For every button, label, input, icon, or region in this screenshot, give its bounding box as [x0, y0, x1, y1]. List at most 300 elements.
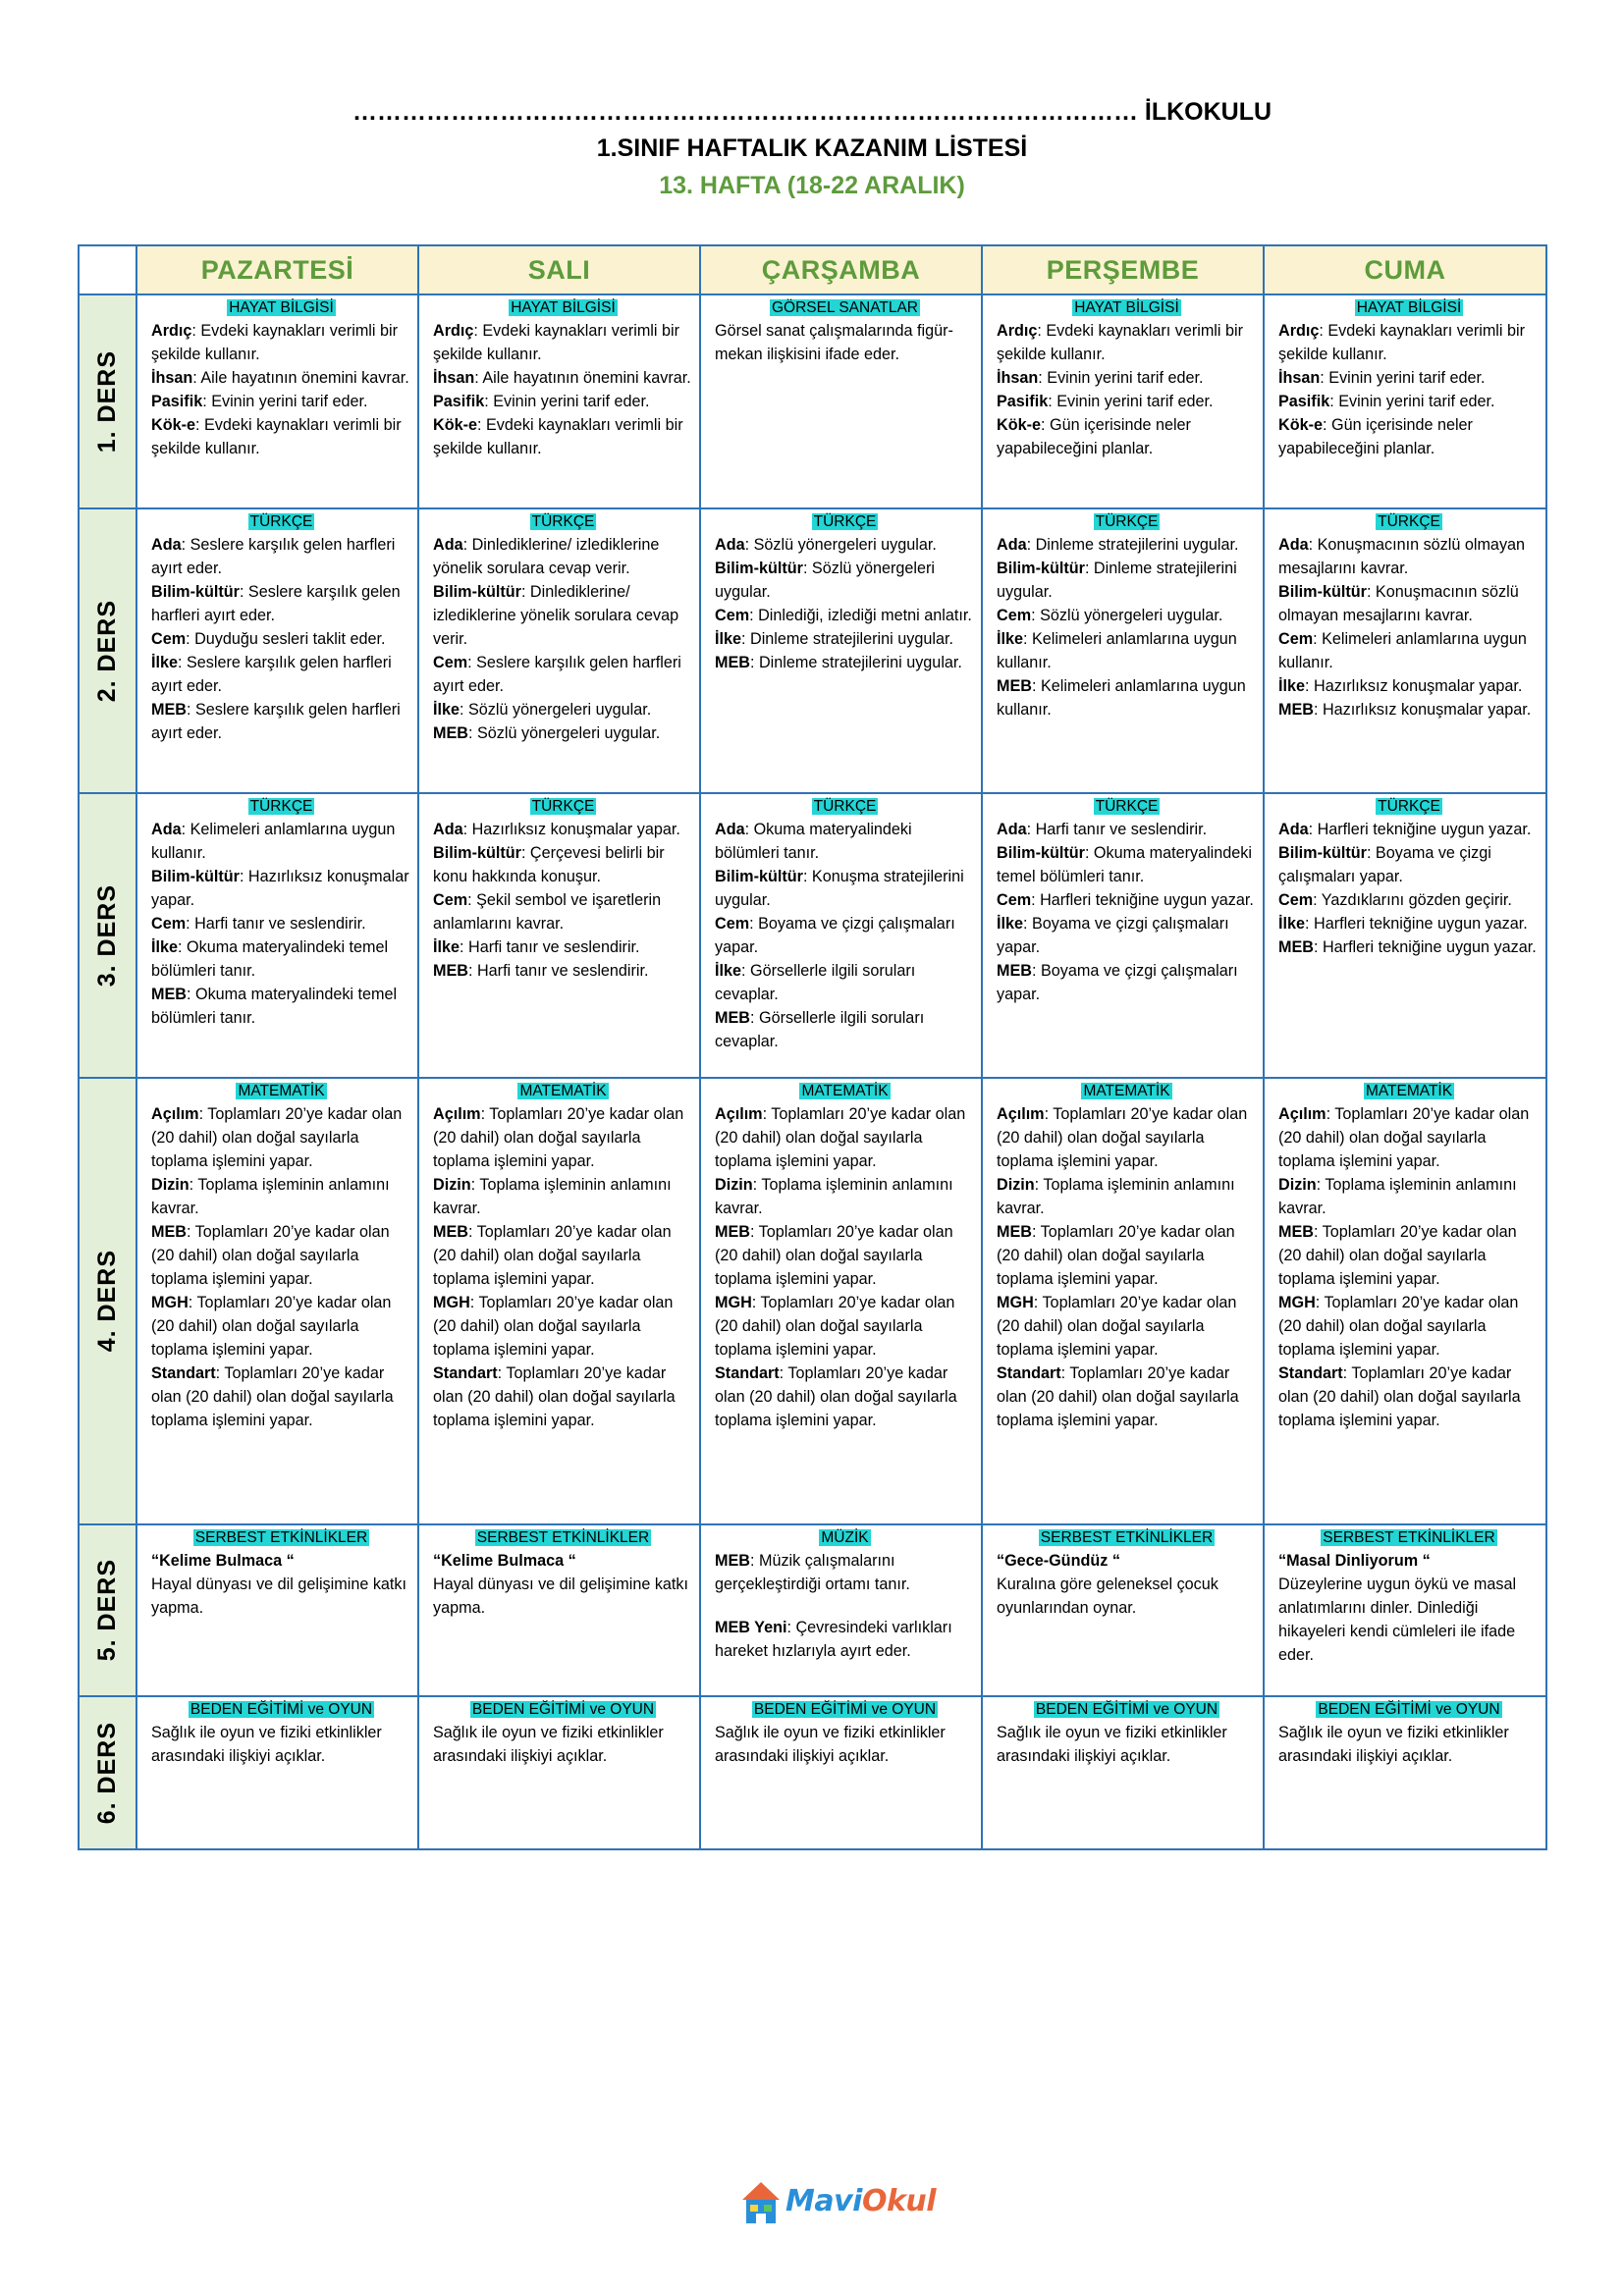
lesson-label: 6. DERS — [93, 1721, 121, 1825]
objective-text: : Hazırlıksız konuşmalar yapar. — [1313, 701, 1532, 719]
objective-line — [997, 959, 1257, 1006]
objective-line — [997, 604, 1257, 627]
objective-line — [997, 1362, 1257, 1432]
objective-line — [1278, 818, 1540, 841]
objective-text: : Sözlü yönergeleri uygular. — [467, 724, 661, 742]
lesson-cell — [418, 793, 700, 1078]
objective-text: : Çevresindeki varlıkları hareket hızlarıyla ayırt eder. — [715, 1619, 952, 1660]
source-label: Açılım — [433, 1105, 481, 1123]
objective-text: : Toplamları 20’ye kadar olan (20 dahil) olan doğal sayılarla toplama işlemini yapar. — [151, 1294, 392, 1359]
source-label: Dizin — [1278, 1176, 1317, 1194]
objective-line — [151, 1362, 411, 1432]
objective-text: : Toplamları 20’ye kadar olan (20 dahil) olan doğal sayılarla toplama işlemini yapar. — [997, 1364, 1239, 1429]
source-label: Pasifik — [151, 393, 203, 410]
objective-line — [715, 912, 975, 959]
day-header-row — [79, 245, 1546, 294]
objective-line — [997, 366, 1257, 390]
objective-line — [151, 627, 411, 651]
objective-line — [151, 580, 411, 627]
objective-line — [1278, 1549, 1540, 1573]
objective-line — [715, 1549, 975, 1596]
subject-label — [997, 1528, 1257, 1547]
objective-text: : Toplama işleminin anlamını kavrar. — [151, 1176, 390, 1217]
lesson-cell — [1264, 508, 1546, 793]
subject-tag: BEDEN EĞİTİMİ ve OYUN — [753, 1701, 937, 1718]
lesson-cell — [136, 793, 418, 1078]
objective-line — [997, 1220, 1257, 1291]
lesson-cell — [982, 1696, 1264, 1849]
subject-tag: TÜRKÇE — [531, 798, 595, 815]
source-label: MEB — [715, 1552, 750, 1570]
subject-tag: TÜRKÇE — [1378, 798, 1440, 815]
subject-tag: TÜRKÇE — [249, 513, 313, 530]
subject-tag: TÜRKÇE — [531, 513, 595, 530]
objective-text: : Seslere karşılık gelen harfleri ayırt eder. — [433, 654, 681, 695]
source-label: Cem — [433, 891, 468, 909]
objective-text: : Toplama işleminin anlamını kavrar. — [433, 1176, 672, 1217]
objective-line — [715, 865, 975, 912]
objective-line — [151, 1549, 411, 1573]
subject-label — [1278, 512, 1540, 531]
source-label: Dizin — [151, 1176, 189, 1194]
subject-label — [997, 512, 1257, 531]
objective-text: : Evdeki kaynakları verimli bir şekilde kullanır. — [151, 416, 402, 457]
source-label: Cem — [1278, 630, 1314, 648]
objective-text: : Toplama işleminin anlamını kavrar. — [1278, 1176, 1517, 1217]
lesson-cell — [700, 294, 982, 508]
objective-line — [1278, 674, 1540, 698]
objective-line — [1278, 1102, 1540, 1173]
source-label: MEB — [1278, 938, 1314, 956]
objective-line — [715, 1220, 975, 1291]
source-label: MEB — [433, 724, 468, 742]
objective-line — [1278, 1362, 1540, 1432]
objective-line — [715, 533, 975, 557]
source-label: İlke — [151, 654, 179, 671]
objective-text: : Harfleri tekniğine uygun yazar. — [1313, 938, 1537, 956]
logo-word-okul: Okul — [861, 2184, 937, 2218]
source-label: Ada — [433, 821, 463, 838]
subject-tag: MATEMATİK — [801, 1083, 889, 1099]
source-label: MEB — [433, 1223, 468, 1241]
objective-text: : Toplamları 20’ye kadar olan (20 dahil) olan doğal sayılarla toplama işlemini yapar. — [997, 1294, 1237, 1359]
objective-text: : Kelimeleri anlamlarına uygun kullanır. — [151, 821, 396, 862]
objective-line — [997, 912, 1257, 959]
source-label: Bilim-kültür — [433, 583, 521, 601]
objective-text: : Evdeki kaynakları verimli bir şekilde kullanır. — [151, 322, 398, 363]
objective-text: : Seslere karşılık gelen harfleri ayırt eder. — [151, 654, 392, 695]
subject-tag: HAYAT BİLGİSİ — [229, 299, 334, 316]
source-label: İhsan — [1278, 369, 1321, 387]
objective-text: Kuralına göre geleneksel çocuk oyunlarından oynar. — [997, 1575, 1218, 1617]
source-label: Cem — [1278, 891, 1314, 909]
objective-text: : Yazdıklarını gözden geçirir. — [1313, 891, 1512, 909]
objective-text: : Seslere karşılık gelen harfleri ayırt eder. — [151, 536, 396, 577]
source-label: Açılım — [151, 1105, 199, 1123]
source-label: Ada — [1278, 536, 1309, 554]
subject-label — [715, 1082, 975, 1100]
subject-tag: HAYAT BİLGİSİ — [511, 299, 616, 316]
source-label: İhsan — [151, 369, 193, 387]
objective-line — [433, 1220, 693, 1291]
objective-line — [433, 1173, 693, 1220]
subject-label — [151, 1082, 411, 1100]
source-label: MEB — [1278, 701, 1314, 719]
source-label: Ada — [151, 821, 182, 838]
objective-text: : Konuşmacının sözlü olmayan mesajlarını kavrar. — [1278, 536, 1526, 577]
objective-text: : Dinlediklerine/ izlediklerine yönelik sorulara cevap verir. — [433, 583, 679, 648]
objective-text: : Evdeki kaynakları verimli bir şekilde kullanır. — [433, 416, 683, 457]
objective-line — [997, 1721, 1257, 1768]
objective-line — [715, 627, 975, 651]
source-label: Açılım — [1278, 1105, 1326, 1123]
objective-line — [151, 1721, 411, 1768]
lesson-cell — [982, 1078, 1264, 1524]
objective-text: : Toplama işleminin anlamını kavrar. — [997, 1176, 1235, 1217]
source-label: “Kelime Bulmaca “ — [433, 1552, 576, 1570]
objective-line — [433, 533, 693, 580]
objective-line — [1278, 533, 1540, 580]
objective-line — [433, 319, 693, 366]
subject-tag: TÜRKÇE — [1378, 513, 1440, 530]
objective-line — [433, 366, 693, 390]
objective-line — [1278, 912, 1540, 935]
objective-text: : Boyama ve çizgi çalışmaları yapar. — [997, 962, 1238, 1003]
maviokul-logo — [738, 2178, 937, 2227]
objective-text: : Dinlediklerine/ izlediklerine yönelik sorulara cevap verir. — [433, 536, 660, 577]
objective-line — [715, 604, 975, 627]
source-label: Açılım — [715, 1105, 763, 1123]
source-label: Pasifik — [997, 393, 1049, 410]
lesson-label-cell — [79, 1524, 136, 1696]
source-label: Standart — [715, 1364, 780, 1382]
subject-label — [151, 512, 411, 531]
objective-text: : Hazırlıksız konuşmalar yapar. — [462, 821, 680, 838]
objective-line — [433, 390, 693, 413]
source-label: Dizin — [715, 1176, 753, 1194]
source-label: Ardıç — [997, 322, 1038, 340]
objective-text: : Boyama ve çizgi çalışmaları yapar. — [997, 915, 1229, 956]
objective-line — [433, 935, 693, 959]
source-label: İlke — [715, 630, 742, 648]
source-label: MEB — [997, 1223, 1032, 1241]
source-label: Ardıç — [151, 322, 192, 340]
objective-text: Sağlık ile oyun ve fiziki etkinlikler arasındaki ilişkiyi açıklar. — [151, 1724, 382, 1765]
subject-label — [715, 797, 975, 816]
lesson-cell — [700, 1696, 982, 1849]
objective-text: : Dinleme stratejilerini uygular. — [741, 630, 953, 648]
source-label: MEB — [151, 1223, 187, 1241]
objective-line — [151, 698, 411, 745]
objective-text: : Toplamları 20’ye kadar olan (20 dahil) olan doğal sayılarla toplama işlemini yapar. — [715, 1364, 957, 1429]
objective-line — [1278, 1220, 1540, 1291]
subject-tag: SERBEST ETKİNLİKLER — [194, 1529, 368, 1546]
objective-text: : Şekil sembol ve işaretlerin anlamlarını kavrar. — [433, 891, 662, 933]
source-label: Cem — [151, 630, 187, 648]
objective-text: : Toplamları 20’ye kadar olan (20 dahil) olan doğal sayılarla toplama işlemini yapar. — [433, 1364, 676, 1429]
objective-text: : Seslere karşılık gelen harfleri ayırt eder. — [151, 583, 401, 624]
source-label: Bilim-kültür — [1278, 583, 1367, 601]
objective-line — [151, 912, 411, 935]
objective-line — [151, 1291, 411, 1362]
lesson-label-cell — [79, 1696, 136, 1849]
objective-text: : Okuma materyalindeki temel bölümleri tanır. — [151, 986, 398, 1027]
objective-text: : Sözlü yönergeleri uygular. — [1031, 607, 1223, 624]
objective-text: : Okuma materyalindeki bölümleri tanır. — [715, 821, 912, 862]
day-header-friday: CUMA — [1264, 245, 1546, 294]
objective-line — [997, 319, 1257, 366]
lesson-cell — [418, 508, 700, 793]
objective-line — [151, 413, 411, 460]
logo-word-mavi: Mavi — [785, 2184, 862, 2218]
objective-line — [1278, 580, 1540, 627]
source-label: “Kelime Bulmaca “ — [151, 1552, 295, 1570]
objective-text: : Aile hayatının önemini kavrar. — [474, 369, 691, 387]
subject-label — [151, 1700, 411, 1719]
subject-label — [433, 298, 693, 317]
objective-line — [997, 1173, 1257, 1220]
source-label: İlke — [433, 938, 460, 956]
objective-text: : Harfleri tekniğine uygun yazar. — [1308, 821, 1532, 838]
source-label: Cem — [997, 891, 1032, 909]
source-label: MGH — [433, 1294, 470, 1311]
objective-line — [715, 1721, 975, 1768]
subject-label — [997, 298, 1257, 317]
objective-text: : Toplamları 20’ye kadar olan (20 dahil) olan doğal sayılarla toplama işlemini yapar. — [433, 1223, 672, 1288]
objective-text: : Seslere karşılık gelen harfleri ayırt eder. — [151, 701, 401, 742]
objective-line — [997, 557, 1257, 604]
objective-line — [151, 651, 411, 698]
corner-cell — [79, 245, 136, 294]
lesson-cell — [700, 508, 982, 793]
objective-line — [997, 533, 1257, 557]
objective-line — [433, 1721, 693, 1768]
objective-line — [1278, 1291, 1540, 1362]
objective-line — [433, 1362, 693, 1432]
objective-line — [151, 1102, 411, 1173]
subject-tag: TÜRKÇE — [813, 798, 877, 815]
subject-label — [1278, 797, 1540, 816]
week-label: 13. HAFTA (18-22 ARALIK) — [659, 172, 965, 199]
objective-line — [1278, 413, 1540, 460]
lesson-cell — [1264, 1524, 1546, 1696]
objective-line — [997, 888, 1257, 912]
subject-label — [433, 512, 693, 531]
objective-line — [715, 1616, 975, 1663]
objective-line — [715, 1102, 975, 1173]
source-label: Açılım — [997, 1105, 1045, 1123]
source-label: İhsan — [433, 369, 475, 387]
objective-text: : Harfleri tekniğine uygun yazar. — [1305, 915, 1528, 933]
source-label: İlke — [997, 630, 1024, 648]
objective-line — [151, 865, 411, 912]
source-label: “Gece-Gündüz “ — [997, 1552, 1120, 1570]
subject-tag: TÜRKÇE — [1095, 798, 1159, 815]
objective-line — [151, 319, 411, 366]
objective-text: : Toplamları 20’ye kadar olan (20 dahil) olan doğal sayılarla toplama işlemini yapar. — [715, 1294, 955, 1359]
subject-label — [715, 1528, 975, 1547]
objective-text: : Hazırlıksız konuşmalar yapar. — [1305, 677, 1523, 695]
objective-line — [1278, 319, 1540, 366]
source-label: MEB — [433, 962, 468, 980]
objective-text: : Toplamları 20’ye kadar olan (20 dahil) olan doğal sayılarla toplama işlemini yapar. — [1278, 1364, 1521, 1429]
lesson-label: 5. DERS — [93, 1559, 121, 1662]
objective-text: : Toplamları 20’ye kadar olan (20 dahil) olan doğal sayılarla toplama işlemini yapar. — [151, 1223, 390, 1288]
source-label: Cem — [151, 915, 187, 933]
source-label: İhsan — [997, 369, 1039, 387]
subject-label — [433, 1528, 693, 1547]
subject-tag: HAYAT BİLGİSİ — [1356, 299, 1462, 316]
objective-text: : Evinin yerini tarif eder. — [1320, 369, 1486, 387]
objective-line — [997, 818, 1257, 841]
source-label: İlke — [151, 938, 179, 956]
objective-text: : Görsellerle ilgili soruları cevaplar. — [715, 962, 916, 1003]
objective-line — [1278, 1721, 1540, 1768]
objective-text: : Hazırlıksız konuşmalar yapar. — [151, 868, 409, 909]
objective-line — [151, 1173, 411, 1220]
objective-line — [151, 818, 411, 865]
objective-line — [715, 557, 975, 604]
objective-line — [433, 1573, 693, 1620]
objective-text: : Toplamları 20’ye kadar olan (20 dahil) olan doğal sayılarla toplama işlemini yapar. — [1278, 1223, 1517, 1288]
source-label: Ardıç — [433, 322, 474, 340]
objective-line — [997, 674, 1257, 721]
objective-text: : Evdeki kaynakları verimli bir şekilde kullanır. — [433, 322, 679, 363]
objective-line — [1278, 366, 1540, 390]
source-label: İlke — [997, 915, 1024, 933]
objective-text: : Okuma materyalindeki temel bölümleri tanır. — [997, 844, 1252, 885]
subject-tag: HAYAT BİLGİSİ — [1074, 299, 1179, 316]
lesson-label: 1. DERS — [93, 349, 121, 454]
subject-label — [433, 797, 693, 816]
subject-label — [151, 298, 411, 317]
objective-text: Düzeylerine uygun öykü ve masal anlatımlarını dinler. Dinlediği hikayeleri kendi cümleleri ile ifade eder. — [1278, 1575, 1517, 1664]
subject-label — [1278, 1528, 1540, 1547]
objective-text: : Okuma materyalindeki temel bölümleri tanır. — [151, 938, 389, 980]
objective-line — [433, 580, 693, 651]
lesson-cell — [136, 1078, 418, 1524]
subject-tag: TÜRKÇE — [249, 798, 313, 815]
objective-line — [715, 818, 975, 865]
objective-line — [433, 651, 693, 698]
source-label: Cem — [715, 915, 750, 933]
source-label: MEB — [997, 677, 1032, 695]
lesson-cell — [418, 1696, 700, 1849]
objective-text: Sağlık ile oyun ve fiziki etkinlikler arasındaki ilişkiyi açıklar. — [1278, 1724, 1509, 1765]
source-label: MGH — [151, 1294, 189, 1311]
lesson-cell — [982, 1524, 1264, 1696]
source-label: MEB — [715, 654, 750, 671]
source-label: Ada — [151, 536, 182, 554]
objective-text: : Toplamları 20’ye kadar olan (20 dahil) olan doğal sayılarla toplama işlemini yapar. — [151, 1105, 403, 1170]
objective-text: : Toplama işleminin anlamını kavrar. — [715, 1176, 953, 1217]
lesson-cell — [700, 793, 982, 1078]
objective-line — [433, 841, 693, 888]
lesson-row-2 — [79, 508, 1546, 793]
objective-line — [997, 841, 1257, 888]
objective-line — [151, 983, 411, 1030]
objective-line — [433, 818, 693, 841]
objective-text: Sağlık ile oyun ve fiziki etkinlikler arasındaki ilişkiyi açıklar. — [433, 1724, 664, 1765]
source-label: Standart — [433, 1364, 498, 1382]
lesson-cell — [982, 508, 1264, 793]
source-label: İlke — [1278, 677, 1306, 695]
objective-text: : Duyduğu sesleri taklit eder. — [186, 630, 386, 648]
objective-text: : Sözlü yönergeleri uygular. — [715, 560, 936, 601]
subject-tag: BEDEN EĞİTİMİ ve OYUN — [189, 1701, 373, 1718]
objective-text: : Dinleme stratejilerini uygular. — [1026, 536, 1239, 554]
subject-tag: SERBEST ETKİNLİKLER — [1040, 1529, 1214, 1546]
source-label: “Masal Dinliyorum “ — [1278, 1552, 1431, 1570]
lesson-cell — [1264, 1696, 1546, 1849]
source-label: İlke — [1278, 915, 1306, 933]
objective-text: Hayal dünyası ve dil gelişimine katkı yapma. — [151, 1575, 407, 1617]
source-label: Ada — [433, 536, 463, 554]
source-label: Bilim-kültür — [151, 583, 240, 601]
lesson-row-1 — [79, 294, 1546, 508]
source-label: Bilim-kültür — [997, 844, 1085, 862]
objective-line — [151, 1220, 411, 1291]
source-label: Ada — [715, 821, 745, 838]
lesson-cell — [700, 1524, 982, 1696]
source-label: Bilim-kültür — [433, 844, 521, 862]
objective-text: : Evinin yerini tarif eder. — [1048, 393, 1214, 410]
objective-line — [715, 319, 975, 366]
objective-text: : Evdeki kaynakları verimli bir şekilde kullanır. — [1278, 322, 1525, 363]
source-label: Pasifik — [433, 393, 485, 410]
objective-line — [997, 1573, 1257, 1620]
objective-text: : Toplamları 20’ye kadar olan (20 dahil) olan doğal sayılarla toplama işlemini yapar. — [997, 1223, 1235, 1288]
objective-text: : Evinin yerini tarif eder. — [1329, 393, 1495, 410]
lesson-cell — [418, 294, 700, 508]
objective-text: : Aile hayatının önemini kavrar. — [192, 369, 409, 387]
source-label: Cem — [715, 607, 750, 624]
objective-text: : Harfi tanır ve seslendirir. — [186, 915, 366, 933]
source-label: Cem — [997, 607, 1032, 624]
subject-label — [997, 797, 1257, 816]
subject-tag: MATEMATİK — [1083, 1083, 1170, 1099]
source-label: Ada — [997, 821, 1027, 838]
objective-text: : Kelimeleri anlamlarına uygun kullanır. — [997, 677, 1246, 719]
lesson-cell — [700, 1078, 982, 1524]
objective-line — [715, 1173, 975, 1220]
objective-line — [1278, 627, 1540, 674]
source-label: Standart — [1278, 1364, 1343, 1382]
objective-line — [997, 627, 1257, 674]
objective-line — [1278, 390, 1540, 413]
objective-text: : Dinleme stratejilerini uygular. — [997, 560, 1237, 601]
objective-text: : Toplamları 20’ye kadar olan (20 dahil) olan doğal sayılarla toplama işlemini yapar. — [1278, 1294, 1519, 1359]
objective-text: : Evdeki kaynakları verimli bir şekilde kullanır. — [997, 322, 1243, 363]
objective-line — [433, 1549, 693, 1573]
objective-text: : Evinin yerini tarif eder. — [484, 393, 650, 410]
day-header-tuesday: SALI — [418, 245, 700, 294]
source-label: Standart — [997, 1364, 1061, 1382]
source-label: İlke — [715, 962, 742, 980]
objective-text: : Sözlü yönergeleri uygular. — [744, 536, 937, 554]
lesson-row-4 — [79, 1078, 1546, 1524]
day-header-thursday: PERŞEMBE — [982, 245, 1264, 294]
objective-text: : Kelimeleri anlamlarına uygun kullanır. — [1278, 630, 1527, 671]
lesson-label-cell — [79, 793, 136, 1078]
source-label: Ada — [1278, 821, 1309, 838]
subject-label — [997, 1082, 1257, 1100]
subject-label — [997, 1700, 1257, 1719]
objective-line — [997, 1102, 1257, 1173]
objective-line — [997, 1549, 1257, 1573]
subject-tag: GÖRSEL SANATLAR — [771, 299, 918, 316]
objective-line — [715, 1006, 975, 1053]
